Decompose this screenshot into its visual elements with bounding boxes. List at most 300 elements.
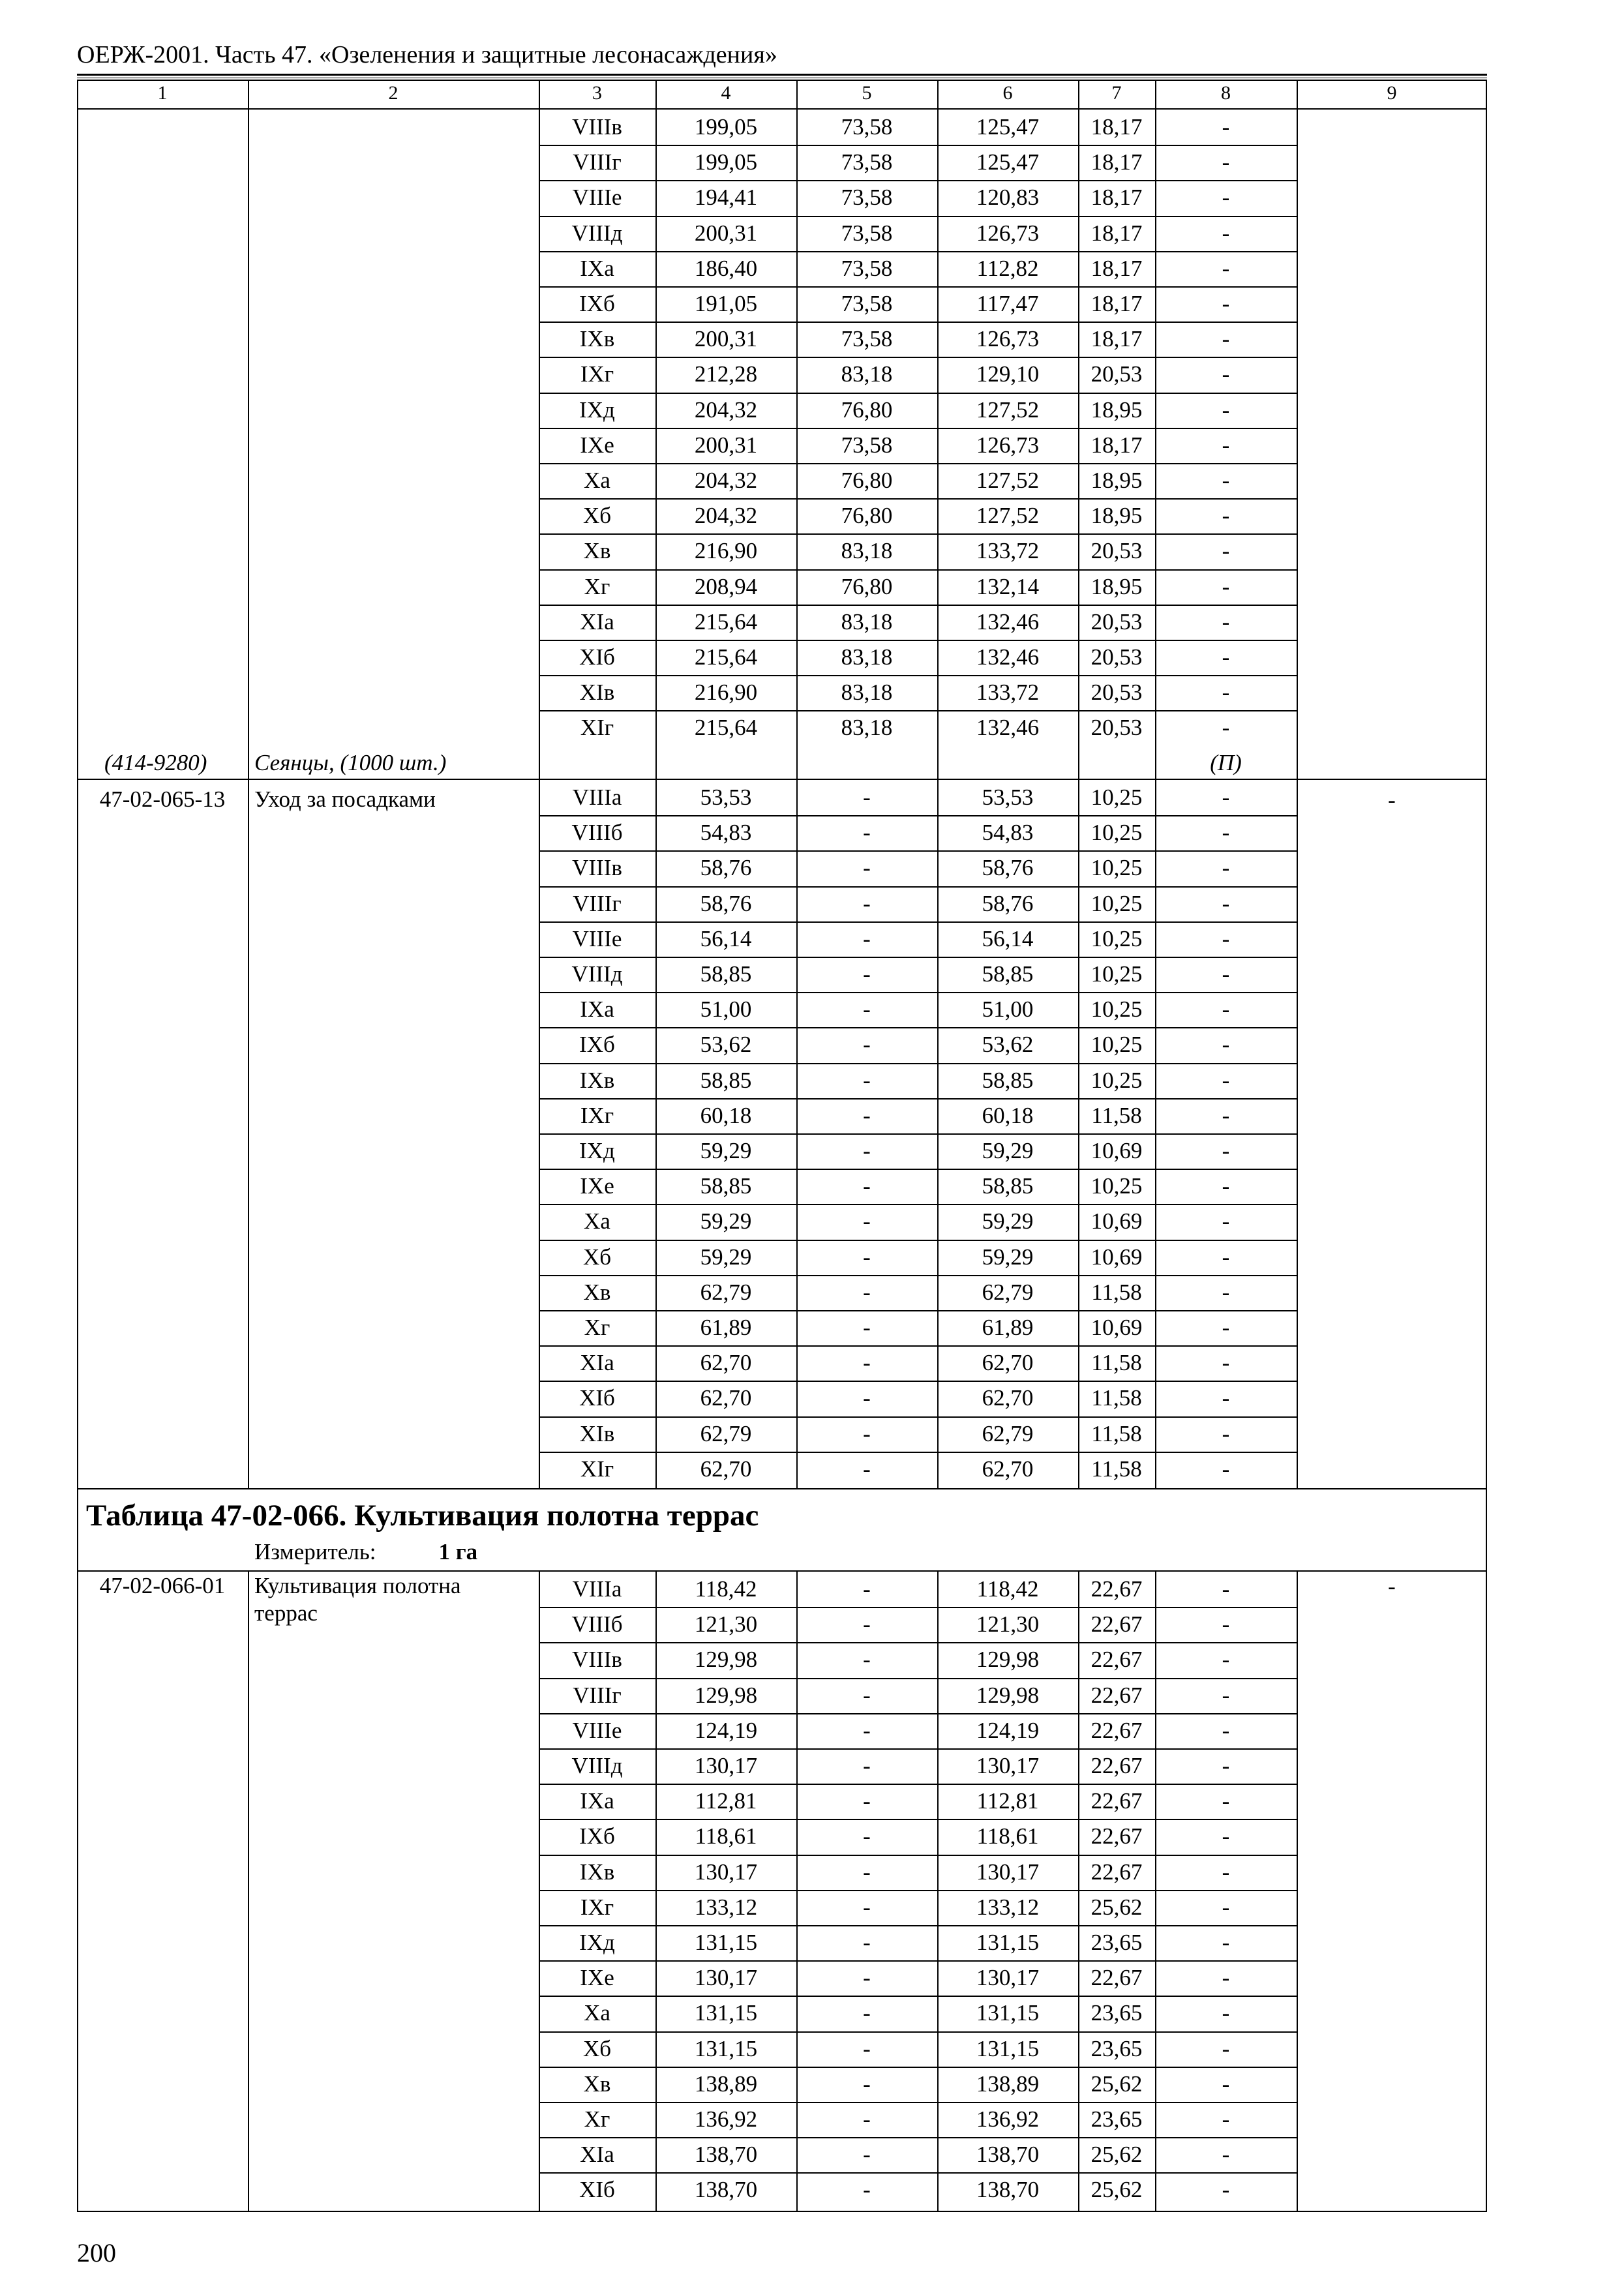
- table-cell: 62,70: [700, 1385, 752, 1411]
- table-cell: 10,25: [1090, 961, 1143, 987]
- row-rule: [539, 815, 1297, 816]
- norms-table: [77, 80, 1487, 2212]
- table-cell: XIа: [580, 1350, 614, 1376]
- table-cell: -: [1222, 1859, 1230, 1885]
- table-cell: IXд: [579, 1138, 615, 1163]
- table-cell: -: [863, 1682, 871, 1708]
- table-cell: VIIIг: [573, 149, 622, 175]
- table-cell: -: [1222, 1717, 1230, 1743]
- row-rule: [539, 1713, 1297, 1714]
- row-rule: [539, 1133, 1297, 1135]
- table-cell: 215,64: [694, 715, 758, 741]
- table-cell: -: [1222, 1965, 1230, 1991]
- table-cell: 10,25: [1090, 820, 1143, 846]
- table-cell: -: [863, 2071, 871, 2097]
- table-cell: 130,17: [694, 1965, 758, 1991]
- table-cell: 132,46: [976, 715, 1040, 741]
- column9-value: -: [1388, 787, 1396, 813]
- table-cell: -: [1222, 961, 1230, 987]
- row-rule: [539, 357, 1297, 358]
- table-cell: XIа: [580, 608, 614, 635]
- table-cell: 83,18: [841, 680, 893, 706]
- table-cell: 22,67: [1090, 1788, 1143, 1814]
- row-rule: [539, 1784, 1297, 1785]
- table-cell: 62,70: [700, 1350, 752, 1376]
- table-cell: 212,28: [694, 361, 758, 387]
- table-cell: 11,58: [1091, 1102, 1142, 1128]
- table-cell: 126,73: [976, 432, 1040, 458]
- table-cell: 10,25: [1090, 785, 1143, 810]
- table-cell: -: [863, 1456, 871, 1482]
- row-rule: [539, 1310, 1297, 1311]
- table-cell: -: [1222, 715, 1230, 741]
- column-divider: [1078, 80, 1079, 108]
- table-cell: -: [863, 2177, 871, 2203]
- table-cell: 59,29: [982, 1244, 1034, 1270]
- table-cell: 10,25: [1090, 996, 1143, 1023]
- table-cell: 18,95: [1090, 468, 1143, 493]
- table-cell: IXе: [580, 1965, 614, 1991]
- table-cell: 22,67: [1090, 1576, 1143, 1602]
- table-cell: VIIIд: [571, 1753, 623, 1778]
- row-rule: [539, 957, 1297, 958]
- section-rule: [77, 1488, 1487, 1489]
- table-cell: -: [1222, 573, 1230, 599]
- table-cell: 138,70: [976, 2177, 1040, 2203]
- table-cell: -: [1222, 2177, 1230, 2203]
- table-cell: 83,18: [841, 608, 893, 635]
- table-cell: 56,14: [700, 925, 752, 951]
- table-cell: 133,72: [976, 680, 1040, 706]
- table-cell: 73,58: [841, 255, 893, 281]
- row-rule: [539, 286, 1297, 288]
- table-cell: -: [1222, 1894, 1230, 1920]
- table-cell: -: [863, 1067, 871, 1093]
- column-divider: [937, 80, 939, 108]
- column-number-header: 3: [592, 82, 602, 104]
- table-cell: IXа: [580, 996, 614, 1023]
- table-cell: -: [1222, 785, 1230, 810]
- row-rule: [539, 1607, 1297, 1608]
- table-cell: 59,29: [982, 1208, 1034, 1234]
- table-cell: -: [1222, 1576, 1230, 1602]
- table-cell: Xг: [584, 573, 610, 599]
- table-cell: -: [863, 2106, 871, 2132]
- table-cell: 18,17: [1090, 149, 1143, 175]
- table-cell: 58,85: [700, 961, 752, 987]
- table-cell: Xа: [584, 468, 610, 493]
- table-cell: -: [863, 1788, 871, 1814]
- row-rule: [539, 640, 1297, 641]
- table-cell: 208,94: [694, 573, 758, 599]
- table-cell: Xб: [582, 1244, 612, 1270]
- table-cell: -: [863, 855, 871, 881]
- table-cell: 61,89: [700, 1315, 752, 1340]
- table-cell: 25,62: [1090, 2177, 1143, 2203]
- table-cell: IXд: [579, 1930, 615, 1955]
- table-cell: XIб: [579, 2177, 615, 2203]
- table-cell: 186,40: [694, 255, 758, 281]
- table-cell: 54,83: [700, 820, 752, 846]
- row-rule: [539, 2137, 1297, 2138]
- table-cell: 121,30: [694, 1611, 758, 1638]
- table-cell: 25,62: [1090, 1894, 1143, 1920]
- table-cell: IXг: [580, 1102, 614, 1128]
- table-cell: -: [863, 1385, 871, 1411]
- row-rule: [539, 533, 1297, 535]
- table-cell: 73,58: [841, 326, 893, 352]
- table-cell: 133,72: [976, 538, 1040, 564]
- row-rule: [539, 498, 1297, 500]
- table-cell: VIIIб: [571, 1611, 623, 1638]
- table-cell: -: [863, 1173, 871, 1199]
- table-cell: 11,58: [1091, 1420, 1142, 1446]
- table-cell: -: [863, 1717, 871, 1743]
- row-rule: [539, 322, 1297, 323]
- row-rule: [539, 1027, 1297, 1028]
- table-cell: IXе: [580, 432, 614, 458]
- table-cell: 83,18: [841, 361, 893, 387]
- table-cell: 120,83: [976, 185, 1040, 211]
- table-cell: 204,32: [694, 503, 758, 529]
- table-cell: 20,53: [1090, 538, 1143, 564]
- row-rule: [539, 1819, 1297, 1820]
- table-cell: 191,05: [694, 291, 758, 316]
- table-cell: IXа: [580, 1788, 614, 1814]
- row-rule: [539, 1275, 1297, 1276]
- table-cell: 199,05: [694, 114, 758, 140]
- table-cell: -: [1222, 114, 1230, 140]
- row-rule: [539, 1925, 1297, 1926]
- table-cell: IXв: [579, 326, 615, 352]
- table-cell: -: [1222, 1420, 1230, 1446]
- table-cell: 62,79: [982, 1279, 1034, 1305]
- table-cell: 11,58: [1091, 1350, 1142, 1376]
- table-cell: -: [1222, 2142, 1230, 2168]
- table-cell: -: [1222, 1611, 1230, 1638]
- table-cell: 131,15: [694, 1930, 758, 1955]
- table-cell: 131,15: [694, 2035, 758, 2061]
- table-cell: VIIIе: [572, 185, 622, 211]
- table-cell: -: [863, 2035, 871, 2061]
- table-cell: 53,62: [700, 1032, 752, 1058]
- table-cell: VIIIв: [572, 1647, 622, 1673]
- table-cell: IXв: [579, 1859, 615, 1885]
- table-cell: 76,80: [841, 503, 893, 529]
- table-cell: 18,95: [1090, 573, 1143, 599]
- table-cell: IXе: [580, 1173, 614, 1199]
- table-cell: 20,53: [1090, 680, 1143, 706]
- table-cell: -: [1222, 1930, 1230, 1955]
- table-cell: 59,29: [982, 1138, 1034, 1163]
- table-cell: Xа: [584, 2000, 610, 2026]
- table-cell: 132,14: [976, 573, 1040, 599]
- table-cell: 22,67: [1090, 1823, 1143, 1849]
- table-cell: 204,32: [694, 468, 758, 493]
- table-cell: -: [863, 996, 871, 1023]
- table-cell: 18,17: [1090, 220, 1143, 246]
- table-cell: 129,98: [694, 1682, 758, 1708]
- column-divider: [796, 80, 798, 108]
- table-cell: Xг: [584, 1315, 610, 1340]
- table-cell: 129,98: [976, 1647, 1040, 1673]
- table-cell: -: [863, 1753, 871, 1778]
- table-cell: -: [1222, 1350, 1230, 1376]
- table-cell: VIIIа: [572, 785, 622, 810]
- table-cell: 127,52: [976, 503, 1040, 529]
- table-cell: IXг: [580, 1894, 614, 1920]
- resource-code: (414-9280): [104, 750, 207, 775]
- table-border-left: [77, 80, 78, 2212]
- table-cell: 130,17: [694, 1859, 758, 1885]
- table-cell: 23,65: [1090, 2106, 1143, 2132]
- resource-name: Сеянцы, (1000 шт.): [254, 750, 447, 775]
- table-cell: 58,85: [700, 1067, 752, 1093]
- table-cell: 216,90: [694, 680, 758, 706]
- table-cell: 10,69: [1090, 1208, 1143, 1234]
- table-cell: 53,53: [700, 785, 752, 810]
- table-cell: 73,58: [841, 114, 893, 140]
- column-number-header: 2: [388, 82, 398, 104]
- table-cell: 22,67: [1090, 1682, 1143, 1708]
- table-cell: 25,62: [1090, 2142, 1143, 2168]
- table-cell: -: [863, 1350, 871, 1376]
- table-cell: -: [863, 1032, 871, 1058]
- table-cell: -: [863, 1244, 871, 1270]
- position-name-line2: террас: [254, 1600, 318, 1626]
- column-number-header: 6: [1002, 82, 1013, 104]
- table-cell: 129,98: [976, 1682, 1040, 1708]
- table-cell: 56,14: [982, 925, 1034, 951]
- table-cell: 131,15: [976, 2035, 1040, 2061]
- table-cell: 76,80: [841, 573, 893, 599]
- column-number-header: 8: [1221, 82, 1231, 104]
- table-cell: 215,64: [694, 644, 758, 670]
- row-rule: [539, 1996, 1297, 1997]
- table-cell: 131,15: [976, 1930, 1040, 1955]
- table-cell: -: [863, 1930, 871, 1955]
- table-cell: -: [863, 1279, 871, 1305]
- table-cell: -: [1222, 608, 1230, 635]
- table-cell: 126,73: [976, 326, 1040, 352]
- column-divider: [248, 110, 249, 779]
- table-cell: XIг: [580, 715, 614, 741]
- table-cell: 112,81: [976, 1788, 1039, 1814]
- table-cell: 73,58: [841, 185, 893, 211]
- table-cell: -: [1222, 1456, 1230, 1482]
- table-cell: 112,82: [976, 255, 1039, 281]
- table-cell: 136,92: [694, 2106, 758, 2132]
- table-cell: VIIIг: [573, 890, 622, 916]
- table-cell: 121,30: [976, 1611, 1040, 1638]
- table-cell: 73,58: [841, 149, 893, 175]
- column-divider: [655, 80, 657, 108]
- table-cell: XIб: [579, 644, 615, 670]
- row-rule: [539, 463, 1297, 464]
- table-cell: -: [1222, 1647, 1230, 1673]
- table-cell: 83,18: [841, 644, 893, 670]
- row-rule: [539, 2172, 1297, 2174]
- table-cell: 62,79: [700, 1279, 752, 1305]
- table-cell: -: [1222, 1173, 1230, 1199]
- table-cell: 22,67: [1090, 1965, 1143, 1991]
- table-cell: IXб: [579, 1823, 615, 1849]
- table-border-bottom: [77, 2211, 1487, 2212]
- table-cell: 76,80: [841, 396, 893, 423]
- table-cell: 124,19: [976, 1717, 1040, 1743]
- table-cell: 18,17: [1090, 432, 1143, 458]
- table-cell: 130,17: [976, 1965, 1040, 1991]
- table-cell: -: [863, 1894, 871, 1920]
- table-cell: -: [863, 890, 871, 916]
- table-cell: 126,73: [976, 220, 1040, 246]
- table-cell: 20,53: [1090, 644, 1143, 670]
- row-rule: [539, 850, 1297, 852]
- table-cell: Xг: [584, 2106, 610, 2132]
- table-cell: 23,65: [1090, 2000, 1143, 2026]
- table-cell: -: [863, 785, 871, 810]
- table-cell: -: [863, 820, 871, 846]
- table-cell: 62,70: [982, 1385, 1034, 1411]
- table-cell: -: [1222, 1279, 1230, 1305]
- table-cell: 59,29: [700, 1244, 752, 1270]
- row-rule: [539, 251, 1297, 252]
- table-cell: 25,62: [1090, 2071, 1143, 2097]
- table-cell: -: [1222, 2035, 1230, 2061]
- table-cell: 83,18: [841, 538, 893, 564]
- measure-unit: [254, 1538, 477, 1566]
- table-cell: 58,76: [700, 890, 752, 916]
- table-cell: -: [1222, 2000, 1230, 2026]
- table-cell: 22,67: [1090, 1611, 1143, 1638]
- table-cell: 83,18: [841, 715, 893, 741]
- table-cell: 60,18: [982, 1102, 1034, 1128]
- table-cell: 118,42: [976, 1576, 1039, 1602]
- table-cell: -: [863, 1208, 871, 1234]
- table-cell: 62,79: [700, 1420, 752, 1446]
- table-cell: 22,67: [1090, 1859, 1143, 1885]
- table-cell: -: [863, 1965, 871, 1991]
- table-cell: -: [1222, 1315, 1230, 1340]
- table-cell: 10,69: [1090, 1138, 1143, 1163]
- column9-value: -: [1388, 1574, 1396, 1599]
- row-rule: [539, 1416, 1297, 1418]
- column-divider: [1297, 110, 1298, 779]
- row-rule: [539, 2067, 1297, 2068]
- table-cell: -: [863, 1859, 871, 1885]
- table-cell: 129,10: [976, 361, 1040, 387]
- measure-label: Измеритель:: [254, 1539, 376, 1564]
- table-cell: 118,61: [976, 1823, 1039, 1849]
- table-cell: XIб: [579, 1385, 615, 1411]
- table-cell: -: [1222, 185, 1230, 211]
- table-cell: 133,12: [976, 1894, 1040, 1920]
- table-cell: VIIIб: [571, 820, 623, 846]
- row-rule: [539, 886, 1297, 888]
- table-cell: VIIIе: [572, 1717, 622, 1743]
- table-cell: -: [1222, 1385, 1230, 1411]
- table-cell: XIв: [579, 680, 615, 706]
- table-cell: -: [1222, 1788, 1230, 1814]
- table-cell: IXв: [579, 1067, 615, 1093]
- column-divider: [248, 1572, 249, 2211]
- table-cell: 130,17: [694, 1753, 758, 1778]
- table-cell: 138,70: [694, 2142, 758, 2168]
- table-cell: VIIIд: [571, 220, 623, 246]
- table-cell: -: [863, 1420, 871, 1446]
- table-cell: 10,25: [1090, 1173, 1143, 1199]
- table-cell: 200,31: [694, 220, 758, 246]
- table-cell: 58,76: [700, 855, 752, 881]
- row-rule: [539, 1169, 1297, 1170]
- table-cell: 10,69: [1090, 1244, 1143, 1270]
- table-cell: -: [863, 961, 871, 987]
- table-cell: 10,25: [1090, 890, 1143, 916]
- table-cell: -: [1222, 220, 1230, 246]
- page-number: 200: [77, 2238, 116, 2267]
- table-cell: Xа: [584, 1208, 610, 1234]
- table-cell: 18,17: [1090, 291, 1143, 316]
- table-cell: 138,70: [694, 2177, 758, 2203]
- table-cell: 11,58: [1091, 1385, 1142, 1411]
- table-cell: 62,70: [700, 1456, 752, 1482]
- table-cell: 18,17: [1090, 185, 1143, 211]
- table-cell: -: [863, 2142, 871, 2168]
- table-cell: 129,98: [694, 1647, 758, 1673]
- table-cell: -: [1222, 291, 1230, 316]
- row-rule: [539, 1890, 1297, 1891]
- table-cell: 60,18: [700, 1102, 752, 1128]
- table-cell: 61,89: [982, 1315, 1034, 1340]
- table-cell: 132,46: [976, 644, 1040, 670]
- table-cell: 20,53: [1090, 361, 1143, 387]
- table-cell: 132,46: [976, 608, 1040, 635]
- table-border-right: [1486, 80, 1487, 2212]
- table-cell: 18,17: [1090, 326, 1143, 352]
- column-number-header: 9: [1387, 82, 1397, 104]
- table-cell: 62,70: [982, 1456, 1034, 1482]
- table-cell: 124,19: [694, 1717, 758, 1743]
- column-number-header: 4: [721, 82, 731, 104]
- table-cell: 10,69: [1090, 1315, 1143, 1340]
- table-cell: -: [1222, 1102, 1230, 1128]
- table-cell: VIIIв: [572, 855, 622, 881]
- table-cell: Xв: [583, 538, 611, 564]
- table-cell: XIа: [580, 2142, 614, 2168]
- table-cell: -: [1222, 2106, 1230, 2132]
- column-number-header: 7: [1111, 82, 1122, 104]
- table-cell: -: [1222, 1208, 1230, 1234]
- table-cell: -: [1222, 255, 1230, 281]
- table-cell: -: [1222, 820, 1230, 846]
- table-cell: 130,17: [976, 1753, 1040, 1778]
- row-rule: [539, 710, 1297, 711]
- table-cell: IXа: [580, 255, 614, 281]
- table-cell: 18,17: [1090, 114, 1143, 140]
- table-cell: -: [863, 1138, 871, 1163]
- row-rule: [539, 675, 1297, 676]
- table-cell: 58,85: [982, 961, 1034, 987]
- table-cell: 127,52: [976, 468, 1040, 493]
- table-cell: IXг: [580, 361, 614, 387]
- table-cell: -: [1222, 644, 1230, 670]
- table-cell: -: [1222, 1753, 1230, 1778]
- position-code: 47-02-066-01: [99, 1573, 226, 1598]
- table-cell: 125,47: [976, 149, 1040, 175]
- table-cell: Xв: [583, 2071, 611, 2097]
- row-rule: [539, 2102, 1297, 2103]
- row-rule: [539, 1748, 1297, 1750]
